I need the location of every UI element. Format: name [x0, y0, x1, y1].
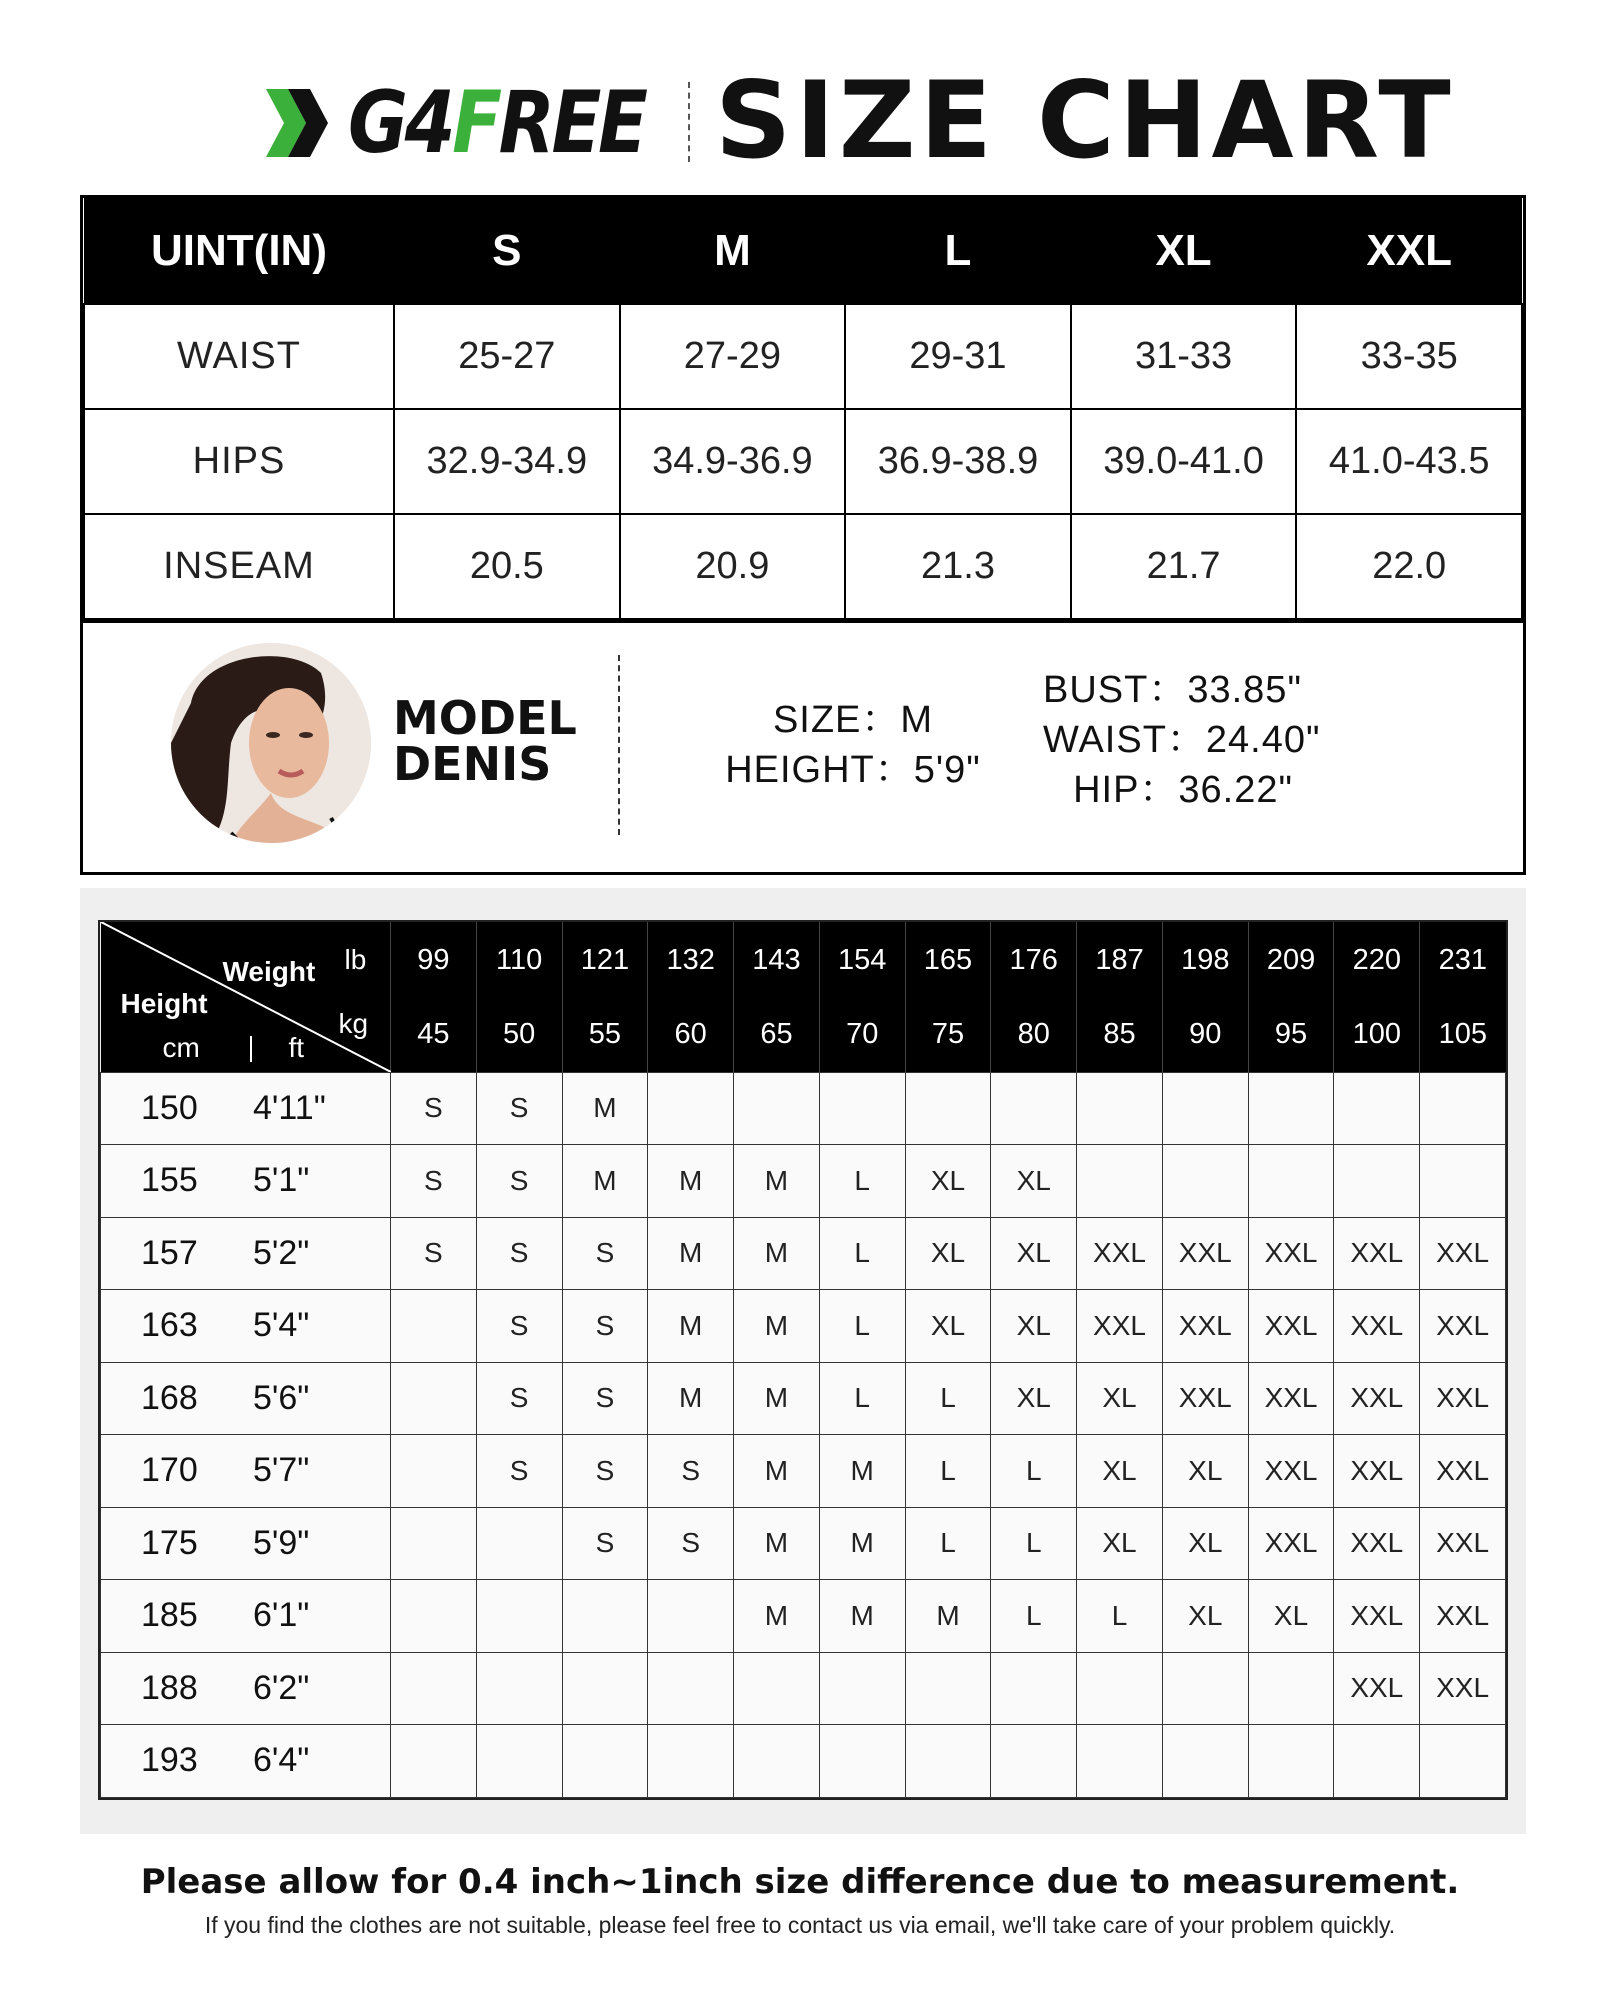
size-cell: XXL	[1248, 1362, 1334, 1435]
size-cell	[476, 1580, 562, 1653]
model-waist: WAIST：24.40"	[1043, 719, 1321, 761]
size-cell	[991, 1072, 1077, 1145]
height-cm: 185	[141, 1596, 198, 1635]
height-cell	[101, 1290, 391, 1363]
model-hip: HIP：36.22"	[1073, 769, 1293, 811]
size-cell: M	[734, 1435, 820, 1508]
model-name: MODEL DENIS	[393, 691, 577, 791]
size-cell	[648, 1072, 734, 1145]
size-cell: L	[819, 1290, 905, 1363]
size-cell: XXL	[1420, 1290, 1506, 1363]
size-cell: XXL	[1420, 1217, 1506, 1290]
size-cell	[1248, 1145, 1334, 1218]
height-cell	[101, 1507, 391, 1580]
measurement-value: 22.0	[1296, 514, 1522, 619]
size-cell: XXL	[1334, 1217, 1420, 1290]
size-cell	[562, 1725, 648, 1798]
height-ft: 5'2"	[253, 1233, 310, 1272]
size-cell: L	[819, 1217, 905, 1290]
kg-header: 90	[1162, 998, 1248, 1072]
size-cell: M	[562, 1072, 648, 1145]
lb-header: 143	[734, 922, 820, 998]
ft-label: ft	[288, 1032, 305, 1063]
lb-header: 121	[562, 922, 648, 998]
size-cell	[1334, 1145, 1420, 1218]
size-cell: XXL	[1420, 1507, 1506, 1580]
size-cell	[1420, 1725, 1506, 1798]
size-cell: XXL	[1334, 1290, 1420, 1363]
lb-label: lb	[344, 944, 367, 975]
height-ft: 6'1"	[253, 1596, 310, 1635]
size-cell: S	[391, 1145, 477, 1218]
size-cell	[991, 1725, 1077, 1798]
kg-header: 50	[476, 998, 562, 1072]
model-size-info	[703, 695, 1003, 795]
size-cell: M	[648, 1217, 734, 1290]
size-cell: XL	[1162, 1580, 1248, 1653]
size-cell	[819, 1072, 905, 1145]
size-cell: XXL	[1248, 1290, 1334, 1363]
size-cell: S	[476, 1217, 562, 1290]
lb-header: 99	[391, 922, 477, 998]
measurement-row	[84, 304, 1522, 409]
size-cell: M	[819, 1580, 905, 1653]
height-cm: 163	[141, 1306, 198, 1345]
size-cell	[562, 1652, 648, 1725]
size-cell	[391, 1290, 477, 1363]
size-header: L	[845, 198, 1071, 304]
size-cell: XL	[991, 1145, 1077, 1218]
size-cell: XL	[991, 1290, 1077, 1363]
model-height: HEIGHT：5'9"	[725, 749, 981, 791]
size-cell: XXL	[1077, 1217, 1163, 1290]
model-info	[80, 615, 1526, 875]
size-cell	[476, 1507, 562, 1580]
size-cell: XXL	[1162, 1217, 1248, 1290]
size-cell	[1334, 1072, 1420, 1145]
size-cell	[1420, 1145, 1506, 1218]
size-cell: L	[819, 1145, 905, 1218]
size-cell: M	[648, 1290, 734, 1363]
size-cell	[1077, 1145, 1163, 1218]
lb-header: 132	[648, 922, 734, 998]
size-cell	[562, 1580, 648, 1653]
measurement-row	[84, 409, 1522, 514]
model-bust: BUST：33.85"	[1043, 669, 1302, 711]
lb-header: 110	[476, 922, 562, 998]
height-cm: 168	[141, 1378, 198, 1417]
header-divider	[688, 82, 690, 162]
size-cell	[1077, 1072, 1163, 1145]
size-cell: XXL	[1420, 1580, 1506, 1653]
height-ft: 5'7"	[253, 1451, 310, 1490]
height-row	[101, 1652, 1506, 1725]
size-cell: L	[905, 1362, 991, 1435]
size-cell: XL	[1077, 1362, 1163, 1435]
measurement-label: INSEAM	[84, 514, 394, 619]
model-divider	[618, 655, 620, 835]
size-cell: S	[562, 1362, 648, 1435]
brand-wordmark: G4FREE	[348, 73, 645, 173]
size-cell: XXL	[1334, 1435, 1420, 1508]
chevron-logo-icon	[262, 83, 342, 163]
measurement-value: 39.0-41.0	[1071, 409, 1297, 514]
kg-header: 70	[819, 998, 905, 1072]
kg-header: 95	[1248, 998, 1334, 1072]
measurement-label: WAIST	[84, 304, 394, 409]
size-cell	[819, 1725, 905, 1798]
size-cell: XXL	[1420, 1435, 1506, 1508]
height-cm: 155	[141, 1161, 198, 1200]
size-cell	[734, 1725, 820, 1798]
measurement-label: HIPS	[84, 409, 394, 514]
size-cell: M	[734, 1580, 820, 1653]
height-row	[101, 1580, 1506, 1653]
size-cell: XL	[905, 1217, 991, 1290]
size-cell: L	[905, 1435, 991, 1508]
size-cell: M	[734, 1290, 820, 1363]
height-label: Height	[120, 988, 208, 1019]
height-row	[101, 1145, 1506, 1218]
size-cell: S	[476, 1435, 562, 1508]
height-weight-section	[80, 888, 1526, 1834]
unit-header: UINT(IN)	[84, 198, 394, 304]
height-row	[101, 1507, 1506, 1580]
measurement-value: 21.3	[845, 514, 1071, 619]
size-cell	[734, 1652, 820, 1725]
size-cell: S	[562, 1290, 648, 1363]
height-ft: 6'2"	[253, 1668, 310, 1707]
measurement-value: 27-29	[620, 304, 846, 409]
size-cell: S	[476, 1362, 562, 1435]
size-cell	[648, 1725, 734, 1798]
measurement-value: 31-33	[1071, 304, 1297, 409]
height-ft: 6'4"	[253, 1741, 310, 1780]
kg-label: kg	[338, 1008, 369, 1039]
kg-header: 45	[391, 998, 477, 1072]
size-cell: M	[648, 1145, 734, 1218]
size-cell: XXL	[1162, 1362, 1248, 1435]
measurement-row	[84, 514, 1522, 619]
size-cell: XL	[1077, 1435, 1163, 1508]
size-cell	[905, 1072, 991, 1145]
height-cm: 157	[141, 1233, 198, 1272]
size-cell	[734, 1072, 820, 1145]
size-cell: M	[905, 1580, 991, 1653]
size-cell	[905, 1725, 991, 1798]
size-cell: S	[562, 1435, 648, 1508]
size-cell	[648, 1580, 734, 1653]
size-cell: S	[391, 1072, 477, 1145]
size-cell: M	[562, 1145, 648, 1218]
size-cell: XXL	[1334, 1507, 1420, 1580]
lb-header: 187	[1077, 922, 1163, 998]
size-cell	[391, 1580, 477, 1653]
size-header: M	[620, 198, 846, 304]
size-cell: L	[1077, 1580, 1163, 1653]
size-cell	[476, 1725, 562, 1798]
size-cell: XL	[905, 1290, 991, 1363]
lb-header: 198	[1162, 922, 1248, 998]
header	[0, 60, 1600, 180]
measurement-value: 20.9	[620, 514, 846, 619]
height-ft: 4'11"	[253, 1088, 326, 1127]
height-ft: 5'1"	[253, 1161, 310, 1200]
lb-header-row	[101, 922, 1506, 998]
cm-label: cm	[162, 1032, 200, 1063]
size-cell	[819, 1652, 905, 1725]
size-cell: XXL	[1248, 1217, 1334, 1290]
size-cell: L	[819, 1362, 905, 1435]
lb-header: 165	[905, 922, 991, 998]
brand-logo	[262, 73, 697, 173]
size-cell	[1077, 1725, 1163, 1798]
size-cell: XXL	[1248, 1507, 1334, 1580]
size-cell: M	[734, 1507, 820, 1580]
contact-note: If you find the clothes are not suitable, please feel free to contact us via email, we'll take care of your problem quickly.	[204, 1912, 1396, 1938]
page-title: SIZE CHART	[715, 59, 1455, 182]
measurement-value: 25-27	[394, 304, 620, 409]
measurement-value: 34.9-36.9	[620, 409, 846, 514]
size-cell: S	[648, 1507, 734, 1580]
size-cell: L	[991, 1580, 1077, 1653]
size-cell	[648, 1652, 734, 1725]
height-weight-grid	[98, 920, 1508, 1800]
size-cell: M	[648, 1362, 734, 1435]
size-cell: S	[476, 1290, 562, 1363]
lb-header: 209	[1248, 922, 1334, 998]
measurement-value: 21.7	[1071, 514, 1297, 619]
size-cell: M	[819, 1435, 905, 1508]
size-cell	[1420, 1072, 1506, 1145]
kg-header: 75	[905, 998, 991, 1072]
height-row	[101, 1072, 1506, 1145]
height-cm: 150	[141, 1088, 198, 1127]
kg-header: 65	[734, 998, 820, 1072]
lb-header: 231	[1420, 922, 1506, 998]
size-cell: S	[562, 1507, 648, 1580]
size-cell	[1248, 1652, 1334, 1725]
size-cell: XXL	[1420, 1362, 1506, 1435]
height-cell	[101, 1652, 391, 1725]
height-cell	[101, 1217, 391, 1290]
size-cell	[905, 1652, 991, 1725]
size-header: XXL	[1296, 198, 1522, 304]
size-cell	[391, 1652, 477, 1725]
size-cell: M	[734, 1217, 820, 1290]
measurements-header-row	[84, 198, 1522, 304]
height-cell	[101, 1145, 391, 1218]
size-cell	[1248, 1725, 1334, 1798]
size-cell	[1334, 1725, 1420, 1798]
lb-header: 220	[1334, 922, 1420, 998]
height-cell	[101, 1072, 391, 1145]
size-cell: XL	[1248, 1580, 1334, 1653]
height-cell	[101, 1435, 391, 1508]
size-cell	[391, 1435, 477, 1508]
size-cell: XL	[1162, 1507, 1248, 1580]
size-cell: L	[991, 1435, 1077, 1508]
size-cell	[1162, 1652, 1248, 1725]
height-cm: 188	[141, 1668, 198, 1707]
grid-corner-header	[101, 922, 391, 1072]
size-cell: XL	[1077, 1507, 1163, 1580]
size-cell: XXL	[1248, 1435, 1334, 1508]
height-cell	[101, 1580, 391, 1653]
model-body-measurements	[1043, 665, 1423, 815]
size-cell: S	[476, 1072, 562, 1145]
measurement-value: 20.5	[394, 514, 620, 619]
size-cell: XXL	[1334, 1580, 1420, 1653]
weight-label: Weight	[222, 956, 316, 987]
size-cell: S	[391, 1217, 477, 1290]
lb-header: 154	[819, 922, 905, 998]
size-cell: XXL	[1334, 1362, 1420, 1435]
size-cell	[391, 1725, 477, 1798]
size-cell: M	[819, 1507, 905, 1580]
size-cell: L	[905, 1507, 991, 1580]
height-row	[101, 1725, 1506, 1798]
size-cell: XXL	[1420, 1652, 1506, 1725]
height-ft: 5'9"	[253, 1523, 310, 1562]
size-cell	[1162, 1145, 1248, 1218]
size-cell: S	[476, 1145, 562, 1218]
size-cell	[476, 1652, 562, 1725]
kg-header: 80	[991, 998, 1077, 1072]
size-cell: M	[734, 1145, 820, 1218]
size-cell	[391, 1362, 477, 1435]
measurement-value: 29-31	[845, 304, 1071, 409]
kg-header: 60	[648, 998, 734, 1072]
size-cell: XXL	[1334, 1652, 1420, 1725]
size-cell	[391, 1507, 477, 1580]
height-row	[101, 1435, 1506, 1508]
height-row	[101, 1217, 1506, 1290]
kg-header: 105	[1420, 998, 1506, 1072]
size-cell	[1248, 1072, 1334, 1145]
size-cell	[1162, 1725, 1248, 1798]
size-cell: S	[562, 1217, 648, 1290]
measurement-note: Please allow for 0.4 inch~1inch size difference due to measurement.	[140, 1862, 1460, 1902]
height-cm: 170	[141, 1451, 198, 1490]
size-header: XL	[1071, 198, 1297, 304]
height-cell	[101, 1362, 391, 1435]
size-cell: XXL	[1162, 1290, 1248, 1363]
measurement-value: 32.9-34.9	[394, 409, 620, 514]
height-row	[101, 1290, 1506, 1363]
size-cell: XXL	[1077, 1290, 1163, 1363]
model-size: SIZE：M	[772, 699, 934, 741]
height-ft: 5'6"	[253, 1378, 310, 1417]
kg-header: 55	[562, 998, 648, 1072]
measurements-table	[80, 195, 1526, 623]
lb-header: 176	[991, 922, 1077, 998]
height-cm: 193	[141, 1741, 198, 1780]
model-avatar	[171, 643, 371, 843]
size-header: S	[394, 198, 620, 304]
size-cell: L	[991, 1507, 1077, 1580]
size-cell: S	[648, 1435, 734, 1508]
size-cell: XL	[991, 1362, 1077, 1435]
height-cm: 175	[141, 1523, 198, 1562]
height-ft: 5'4"	[253, 1306, 310, 1345]
kg-header: 85	[1077, 998, 1163, 1072]
measurement-value: 33-35	[1296, 304, 1522, 409]
kg-header: 100	[1334, 998, 1420, 1072]
measurement-value: 41.0-43.5	[1296, 409, 1522, 514]
size-cell	[1077, 1652, 1163, 1725]
size-cell: M	[734, 1362, 820, 1435]
size-cell: XL	[1162, 1435, 1248, 1508]
size-cell	[1162, 1072, 1248, 1145]
size-cell	[991, 1652, 1077, 1725]
measurement-value: 36.9-38.9	[845, 409, 1071, 514]
size-cell: XL	[991, 1217, 1077, 1290]
height-cell	[101, 1725, 391, 1798]
size-cell: XL	[905, 1145, 991, 1218]
height-row	[101, 1362, 1506, 1435]
